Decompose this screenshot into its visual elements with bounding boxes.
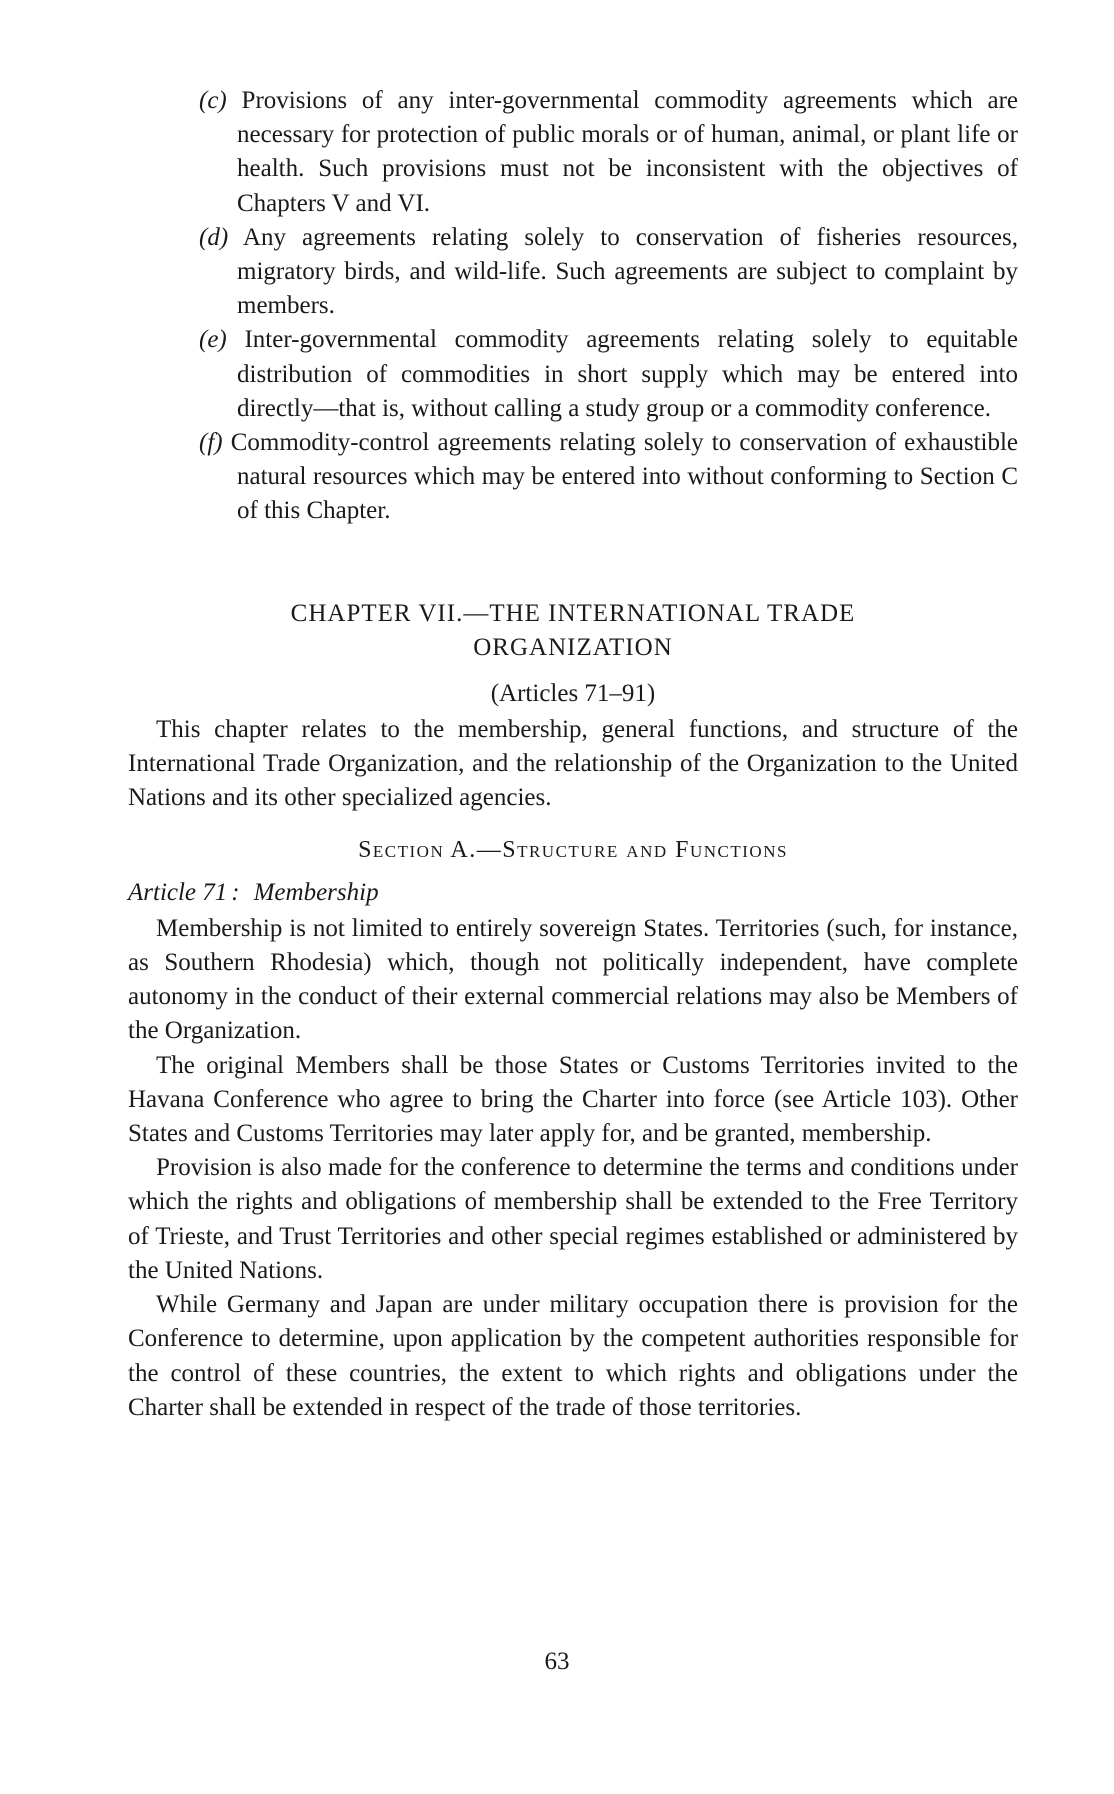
list-item-text: Provisions of any inter-governmental commodity agreements which are necessary for protection of public morals or of human, animal, or plant life or health. Such provisions must not be inconsistent with the objectives of Chapters V and VI.: [237, 87, 1018, 217]
list-marker: (e): [199, 326, 227, 354]
article-heading: [128, 876, 1018, 910]
page-body: [128, 84, 1018, 1425]
article-paragraph-3: Provision is also made for the conference to determine the terms and conditions under which the rights and obligations of membership shall be extended to the Free Territory of Trieste, and Trust Territories and other special regimes established or administered by the United Nations.: [128, 1154, 1018, 1284]
chapter-intro: This chapter relates to the membership, general functions, and structure of the International Trade Organization, and the relationship of the Organization to the United Nations and its other specialized agencies.: [128, 715, 1018, 812]
list-item-d: [128, 221, 1018, 324]
list-item-f: [128, 426, 1018, 529]
list-item-text: Any agreements relating solely to conservation of fisheries resources, migratory birds, and wild-life. Such agreements are subject to complaint by members.: [237, 223, 1018, 320]
article-paragraph-2: The original Members shall be those States or Customs Territories invited to the Havana Conference who agree to bring the Charter into force (see Article 103). Other States and Customs Territories may later apply for, and be granted, membership.: [128, 1051, 1018, 1148]
chapter-heading-line2: ORGANIZATION: [473, 633, 673, 661]
chapter-heading-line1: CHAPTER VII.—THE INTERNATIONAL TRADE: [290, 599, 856, 627]
list-item-text: Commodity-control agreements relating solely to conservation of exhaustible natural resources which may be entered into without conforming to Section C of this Chapter.: [230, 429, 1019, 525]
article-separator: :: [231, 878, 240, 906]
list-marker: (d): [199, 223, 229, 251]
list-item-text: Inter-governmental commodity agreements relating solely to equitable distribution of commodities in short supply which may be entered into directly—that is, without calling a study group or a commodity conference.: [237, 326, 1018, 422]
articles-range: (Articles 71–91): [490, 679, 656, 707]
list-item-e: [128, 323, 1018, 426]
list-item-c: [128, 84, 1018, 221]
page-number: 63: [544, 1648, 570, 1675]
article-number: Article 71: [128, 878, 228, 906]
list-marker: (c): [199, 87, 227, 114]
article-paragraph-1: Membership is not limited to entirely sovereign States. Territories (such, for instance, as Southern Rhodesia) which, though not politically independent, have complete autonomy in the conduct of their external commercial relations may also be Members of the Organization.: [128, 914, 1018, 1045]
chapter-heading: [128, 597, 1018, 665]
list-marker: (f): [199, 429, 223, 457]
article-paragraph-4: While Germany and Japan are under military occupation there is provision for the Conference to determine, upon application by the competent authorities responsible for the control of these countries, the extent to which rights and obligations under the Charter shall be extended in respect of the trade of those territories.: [128, 1291, 1018, 1421]
section-heading: Section A.—Structure and Functions: [358, 837, 788, 864]
article-title: Membership: [253, 878, 379, 906]
